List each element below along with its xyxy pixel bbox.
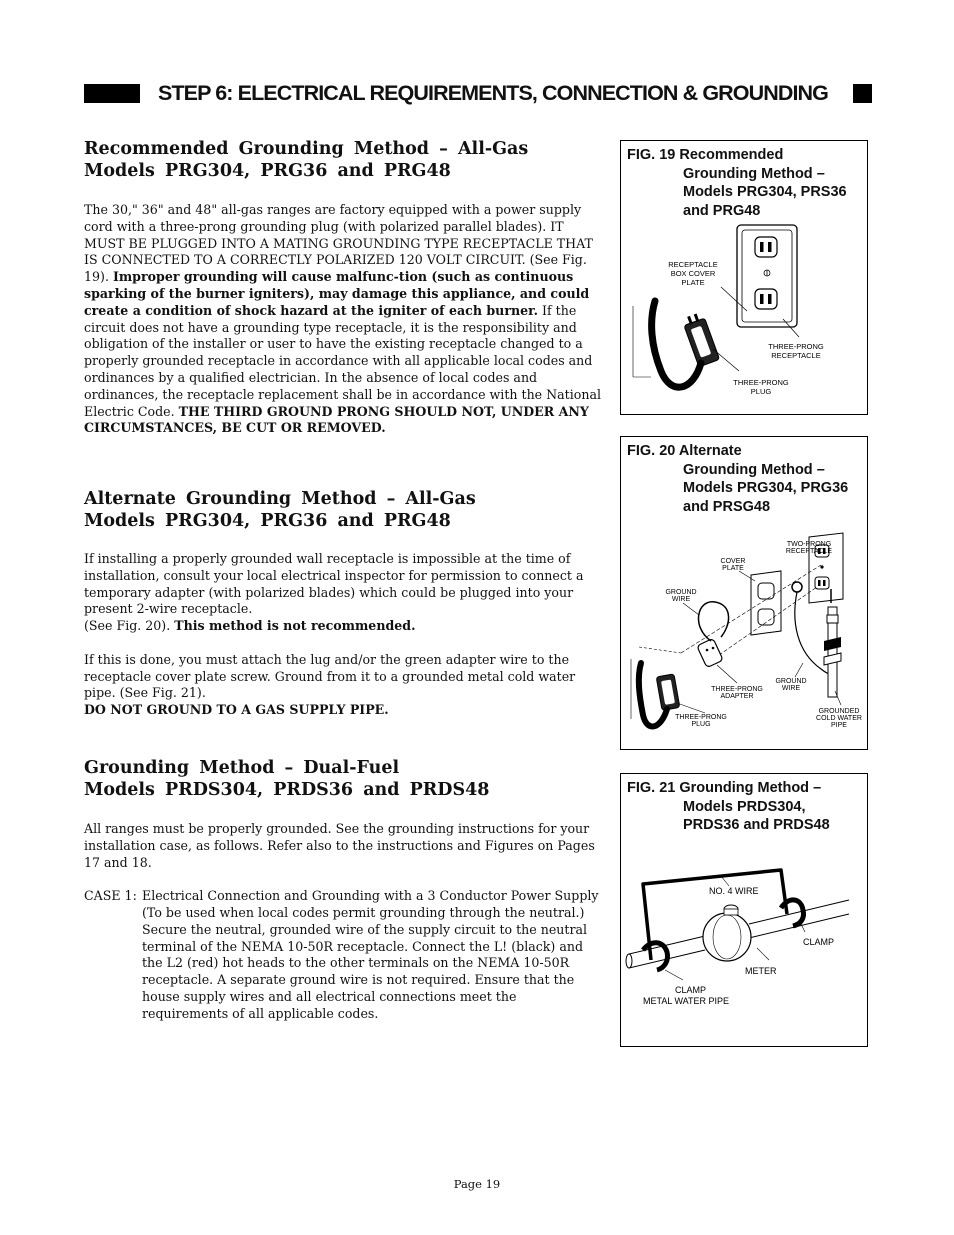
fig21-title-line1: FIG. 21 Grounding Method – — [627, 780, 822, 796]
title-bar-left-block — [84, 84, 140, 103]
fig21-label-clamp-left: CLAMP — [675, 985, 707, 995]
case-1 — [84, 888, 604, 1022]
figure-20-title — [621, 437, 867, 517]
fig20-label-plug-1: THREE-PRONG — [675, 714, 727, 721]
fig20-label-pipe-1: GROUNDED — [818, 708, 860, 715]
section1-prong-warning: THE THIRD GROUND PRONG SHOULD NOT, UNDER ANY CIRCUMSTANCES, BE CUT OR REMOVED. — [84, 403, 589, 436]
section1-text-c: If the circuit does not have a grounding type receptacle, it is the responsibility and obligation of the installer or user to have the existing receptacle changed to a properly grounded receptacle in accordance with all applicable local codes and ordinances by a qualified electrician. In the absence of local codes and ordinances, the receptacle replacement shall be in accordance with the National Electric Code. — [84, 302, 601, 419]
figure-21-title — [621, 774, 867, 835]
section2-paragraph2 — [84, 652, 604, 719]
section1-heading-line2: Models PRG304, PRG36 and PRG48 — [84, 161, 451, 181]
fig20-label-pipe-2: COLD WATER — [816, 715, 862, 722]
fig21-label-wire: NO. 4 WIRE — [709, 886, 759, 896]
fig20-label-pipe-3: PIPE — [831, 722, 847, 729]
section2-text-b: (See Fig. 20). — [84, 618, 175, 634]
fig19-title-line4: and PRG48 — [683, 203, 761, 220]
fig20-label-cover-2: PLATE — [722, 565, 744, 572]
fig19-label-recept-1: THREE-PRONG — [768, 342, 824, 351]
section1-heading-line1: Recommended Grounding Method – All-Gas — [84, 139, 529, 159]
figure-20 — [620, 436, 868, 750]
fig20-label-two-1: TWO-PRONG — [786, 541, 832, 548]
fig19-label-recept-2: RECEPTACLE — [771, 351, 821, 360]
fig21-title-line3: PRDS36 and PRDS48 — [683, 817, 830, 834]
fig21-label-clamp-right: CLAMP — [803, 937, 835, 947]
section1-paragraph — [84, 202, 604, 437]
fig20-title-line1: FIG. 20 Alternate — [627, 443, 742, 459]
fig20-label-ground-wire2-1: GROUND — [775, 678, 807, 685]
section2-body — [84, 551, 604, 719]
fig19-title-line3: Models PRG304, PRS36 — [683, 184, 847, 201]
section3-heading — [84, 757, 489, 801]
section2-heading-line2: Models PRG304, PRG36 and PRG48 — [84, 511, 451, 531]
fig21-label-pipe: METAL WATER PIPE — [643, 996, 730, 1006]
fig19-label-plug-1: THREE-PRONG — [733, 378, 789, 387]
fig19-label-cover-2: BOX COVER — [670, 269, 716, 278]
section3-heading-line2: Models PRDS304, PRDS36 and PRDS48 — [84, 780, 490, 800]
page-title: STEP 6: ELECTRICAL REQUIREMENTS, CONNECTION & GROUNDING — [158, 81, 829, 105]
section1-text-a: The 30," 36" and 48" all-gas ranges are factory equipped with a power supply cord with a three-prong grounding plug (with polarized parallel blades). IT MUST BE PLUGGED INTO A MATING GROUNDING TYPE RECEPTACLE THAT IS CONNECTED TO A CORRECTLY POLARIZED 120 VOLT CIRCUIT. (See Fig. 19). — [84, 202, 593, 285]
fig20-label-adapter-2: ADAPTER — [720, 693, 754, 700]
section3-body — [84, 821, 604, 1023]
title-bar — [84, 82, 872, 106]
fig20-label-ground-wire-2: WIRE — [671, 596, 691, 603]
section2-heading-line1: Alternate Grounding Method – All-Gas — [84, 489, 476, 509]
section1-warning-bold: Improper grounding will cause malfunc-tion (such as continuous sparking of the burner igniters), may damage this appliance, and could create a condition of shock hazard at the igniter of each burner. — [84, 269, 590, 318]
section2-text-a: If installing a properly grounded wall receptacle is impossible at the time of installation, consult your local electrical inspector for permission to connect a temporary adapter (with polarized blades) which could be plugged into your present 2-wire receptacle. — [84, 551, 584, 617]
section1-heading — [84, 138, 528, 182]
fig20-label-cover-1: COVER — [720, 558, 746, 565]
fig20-title-line2: Grounding Method – — [683, 461, 825, 478]
page-number: Page 19 — [453, 1177, 501, 1191]
fig20-title-line3: Models PRG304, PRG36 — [683, 480, 849, 497]
fig20-title-line4: and PRSG48 — [683, 499, 771, 516]
section3-heading-line1: Grounding Method – Dual-Fuel — [84, 758, 400, 778]
section2-paragraph1 — [84, 551, 604, 635]
fig19-label-cover-1: RECEPTACLE — [668, 260, 718, 269]
fig19-title-line1: FIG. 19 Recommended — [627, 147, 784, 163]
fig20-label-adapter-1: THREE-PRONG — [711, 686, 763, 693]
section3-paragraph: All ranges must be properly grounded. See the grounding instructions for your installation case, as follows. Refer also to the instructions and Figures on Pages 17 and 18. — [84, 821, 595, 870]
section2-text-p2: If this is done, you must attach the lug and/or the green adapter wire to the receptacle cover plate screw. Ground from it to a grounded metal cold water pipe. (See Fig. 21). — [84, 651, 576, 701]
fig21-label-meter: METER — [745, 966, 777, 976]
fig19-title-line2: Grounding Method – — [683, 165, 825, 182]
fig20-label-ground-wire2-2: WIRE — [781, 685, 801, 692]
fig20-label-plug-2: PLUG — [691, 721, 711, 728]
section2-not-recommended: This method is not recommended. — [174, 618, 416, 634]
fig19-label-cover-3: PLATE — [681, 278, 705, 287]
fig21-title-line2: Models PRDS304, — [683, 798, 806, 815]
section2-gas-pipe-warning: DO NOT GROUND TO A GAS SUPPLY PIPE. — [84, 702, 389, 718]
fig20-label-ground-wire-1: GROUND — [665, 589, 697, 596]
figure-19-title — [621, 141, 867, 221]
section2-heading — [84, 488, 476, 532]
fig19-label-plug-2: PLUG — [750, 387, 772, 396]
fig20-label-two-2: RECEPTACLE — [785, 548, 833, 555]
case-1-text: Electrical Connection and Grounding with a 3 Conductor Power Supply (To be used when local codes permit grounding through the neutral.) Secure the neutral, grounded wire of the supply circuit to the neutral terminal of the NEMA 10-50R receptacle. Connect the L! (black) and the L2 (red) hot heads to the other terminals on the NEMA 10-50R receptacle. A separate ground wire is not required. Ensure that the house supply wires and all electrical connections meet the requirements of all applicable codes. — [142, 888, 599, 1021]
figure-21 — [620, 773, 868, 1047]
section1-body — [84, 202, 604, 437]
figure-19 — [620, 140, 868, 415]
title-bar-right-block — [853, 84, 872, 103]
case-1-label: CASE 1: — [84, 888, 137, 904]
